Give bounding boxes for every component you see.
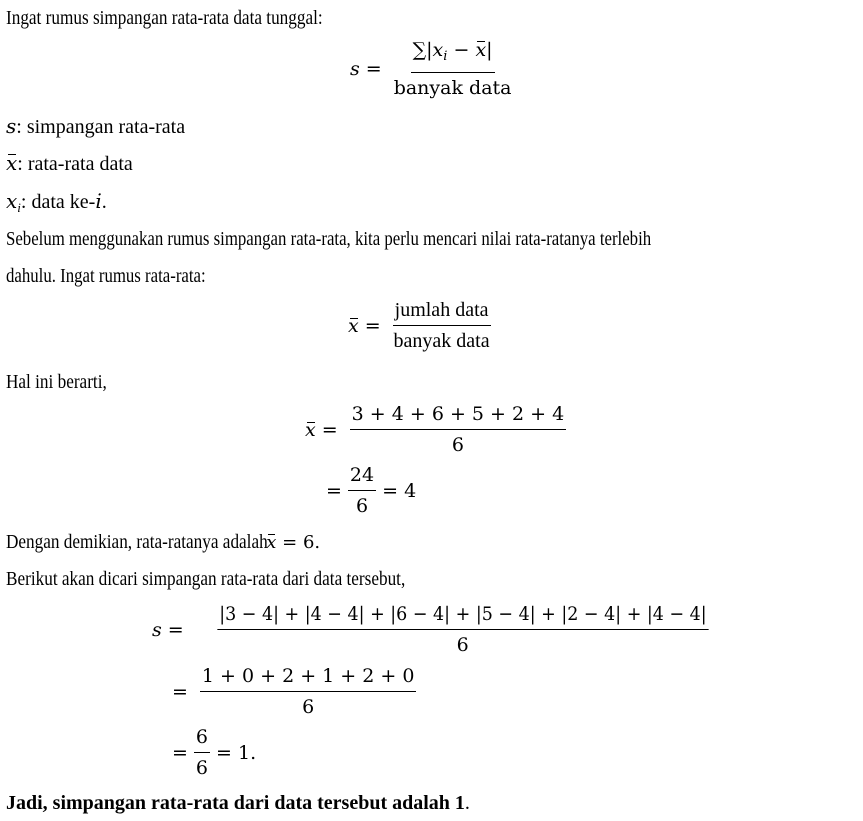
intro-text: Ingat rumus simpangan rata-rata data tunggal: bbox=[6, 7, 323, 29]
berikut-text: Berikut akan dicari simpangan rata-rata dari data tersebut, bbox=[6, 568, 406, 590]
numerator: 24 bbox=[348, 463, 376, 491]
numerator: 3 + 4 + 6 + 5 + 2 + 4 bbox=[350, 402, 567, 430]
numerator: 6 bbox=[194, 725, 210, 753]
definition-s: s: simpangan rata-rata bbox=[6, 114, 186, 138]
fraction bbox=[200, 664, 417, 719]
fraction bbox=[348, 463, 376, 518]
equals-sign: = bbox=[321, 418, 338, 441]
fraction bbox=[194, 725, 210, 780]
fraction bbox=[394, 38, 512, 100]
mean-calculation-step2 bbox=[320, 463, 416, 518]
equals-sign: = bbox=[326, 479, 342, 502]
fraction bbox=[350, 402, 567, 457]
conclusion-mean: Dengan demikian, rata-ratanya adalahx = 6. bbox=[6, 531, 321, 553]
deviation-calculation-step2 bbox=[166, 664, 422, 719]
formula-simpangan bbox=[350, 38, 517, 100]
numerator: $\sum|x_i - x|$ bbox=[411, 38, 495, 73]
result: = 4 bbox=[382, 479, 417, 502]
paragraph-line-2: dahulu. Ingat rumus rata-rata: bbox=[6, 265, 206, 287]
deviation-calculation-step3 bbox=[166, 725, 256, 780]
equals-sign: = bbox=[167, 618, 184, 641]
calc-lhs: s bbox=[152, 618, 162, 641]
mean-calculation bbox=[305, 402, 572, 457]
formula-lhs: x bbox=[348, 314, 359, 337]
equals-sign: = bbox=[172, 680, 188, 703]
deviation-calculation bbox=[152, 602, 736, 657]
calc-lhs: x bbox=[305, 418, 316, 441]
numerator: 1 + 0 + 2 + 1 + 2 + 0 bbox=[200, 664, 417, 692]
result: = 1. bbox=[216, 741, 257, 764]
definition-xbar: x: rata-rata data bbox=[6, 151, 133, 175]
equals-sign: = bbox=[365, 58, 382, 80]
fraction bbox=[196, 602, 730, 657]
numerator: jumlah data bbox=[393, 298, 491, 326]
equals-sign: = bbox=[172, 741, 188, 764]
equals-sign: = bbox=[364, 314, 381, 337]
numerator: |3 − 4| + |4 − 4| + |6 − 4| + |5 − 4| + |2 − 4| + |4 − 4| bbox=[217, 602, 708, 630]
formula-lhs: s bbox=[350, 58, 360, 80]
denominator: banyak data bbox=[393, 77, 512, 99]
denominator: 6 bbox=[195, 757, 209, 779]
denominator: 6 bbox=[355, 495, 369, 517]
denominator: 6 bbox=[456, 634, 469, 656]
paragraph-line-1: Sebelum menggunakan rumus simpangan rata-rata, kita perlu mencari nilai rata-ratanya terlebih bbox=[6, 228, 652, 250]
fraction bbox=[393, 298, 491, 353]
denominator: banyak data bbox=[393, 330, 490, 352]
formula-mean bbox=[348, 298, 497, 353]
denominator: 6 bbox=[302, 696, 315, 718]
definition-xi: $x_i$: data ke-i. bbox=[6, 189, 107, 215]
final-conclusion: Jadi, simpangan rata-rata dari data tersebut adalah 1. bbox=[6, 792, 470, 814]
hal-ini-text: Hal ini berarti, bbox=[6, 371, 107, 393]
denominator: 6 bbox=[451, 434, 464, 456]
